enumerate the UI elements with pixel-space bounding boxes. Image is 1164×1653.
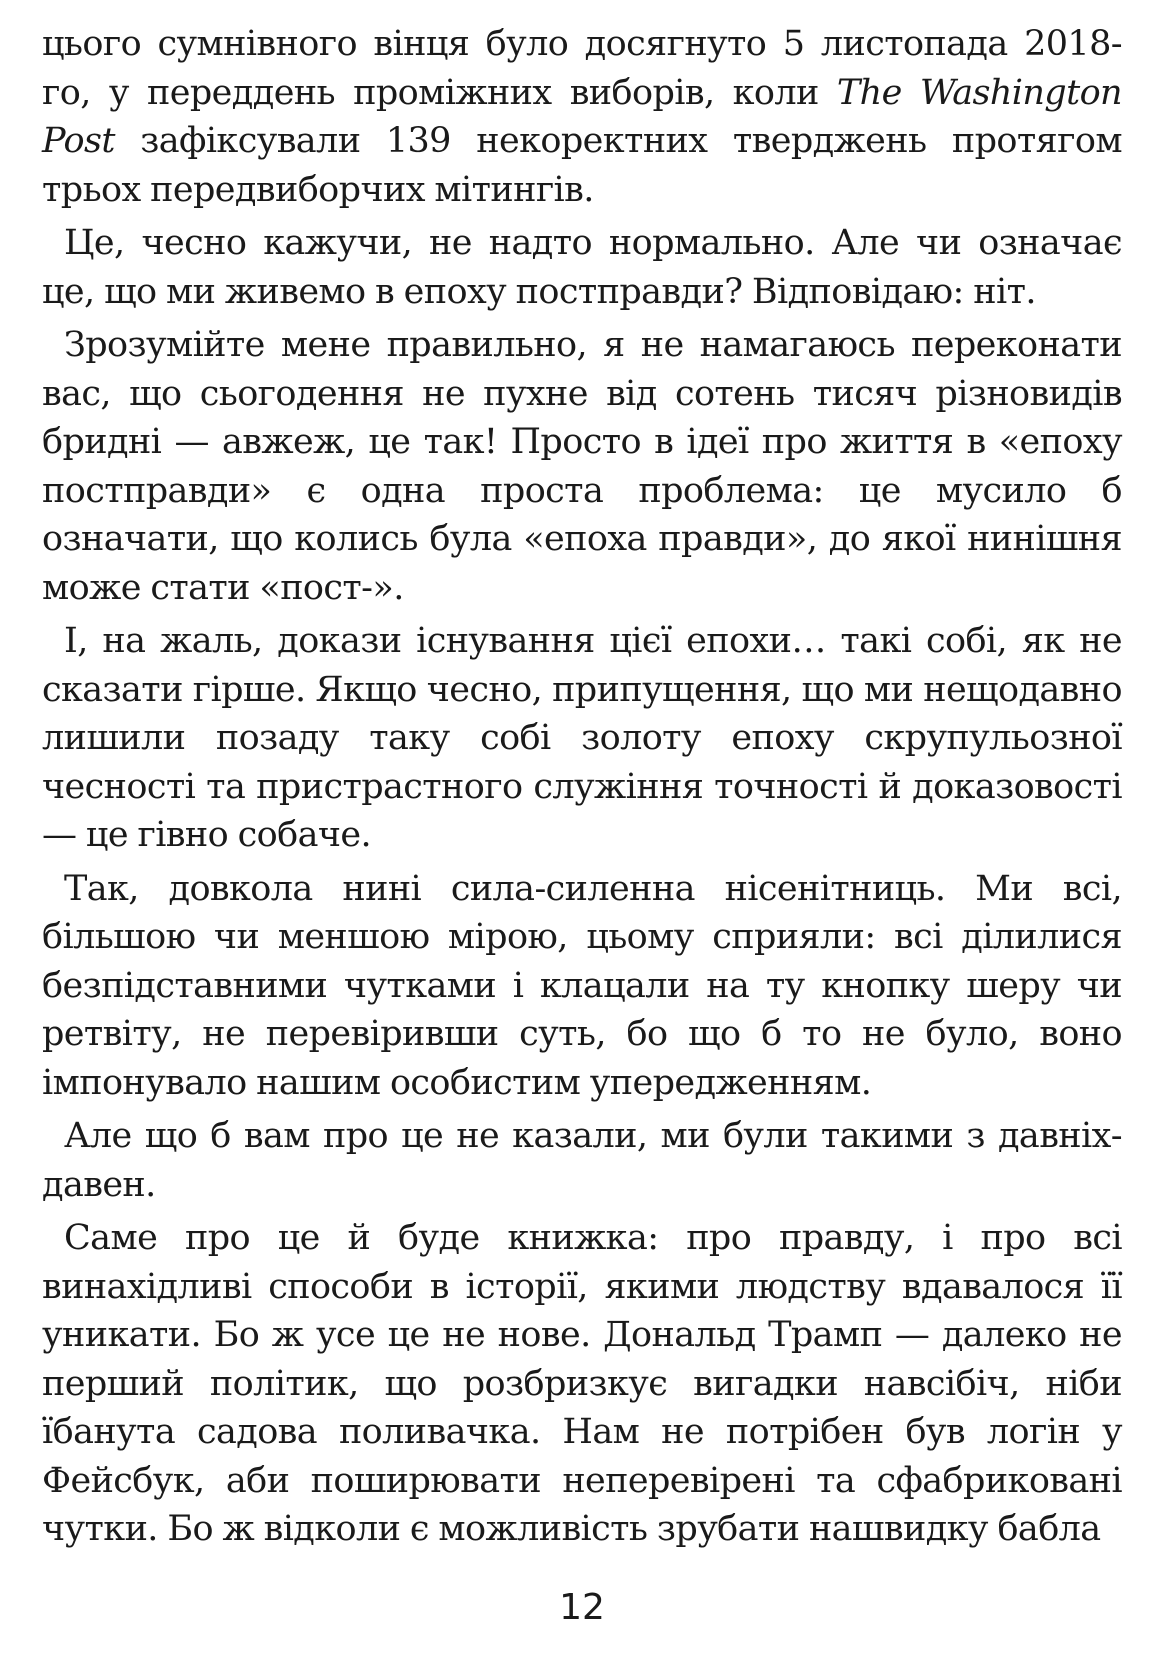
page-number: 12 [559, 1587, 605, 1628]
paragraph: Але що б вам про це не казали, ми були такими з давніх-давен. [42, 1116, 1122, 1205]
book-page [42, 20, 1122, 1559]
newspaper-title-italic: The Washington Post [42, 72, 1122, 161]
paragraph: І, на жаль, докази існування цієї епохи… такі собі, як не сказати гірше. Якщо чесно, припущення, що ми нещодавно лишили позаду таку собі золоту епоху скрупульозної чесності та пристрастного служіння точності й доказовості — це гівно собаче. [42, 621, 1122, 855]
paragraph: Саме про це й буде книжка: про правду, і про всі винахідливі способи в історії, якими людству вдавалося її уникати. Бо ж усе це не нове. Дональд Трамп — далеко не перший політик, що розбризкує вигадки навсібіч, ніби їбанута садова поливачка. Нам не потрібен був логін у Фейсбук, аби поширювати неперевірені та сфабриковані чутки. Бо ж відколи є можливість зрубати нашвидку бабла [42, 1218, 1122, 1549]
paragraph: Це, чесно кажучи, не надто нормально. Але чи означає це, що ми живемо в епоху постправди? Відповідаю: ніт. [42, 223, 1122, 312]
paragraph: Так, довкола нині сила-силенна нісенітниць. Ми всі, більшою чи меншою мірою, цьому сприяли: всі ділилися безпідставними чутками і клацали на ту кнопку шеру чи ретвіту, не перевіривши суть, бо що б то не було, воно імпонувало нашим особистим упередженням. [42, 868, 1122, 1103]
paragraph: Зрозумійте мене правильно, я не намагаюсь переконати вас, що сьогодення не пухне від сотень тисяч різновидів бридні — авжеж, це так! Просто в ідеї про життя в «епоху постправди» є одна проста проблема: це мусило б означати, що колись була «епоха правди», до якої нинішня може стати «пост-». [42, 325, 1122, 608]
paragraph-continuation [42, 20, 1122, 214]
paragraph-text-before-italic: цього сумнівного вінця було досягнуто 5 листопада 2018-го, у переддень проміжних виборів, коли [42, 24, 1122, 113]
paragraph-text-after-italic: зафіксували 139 некоректних тверджень протягом трьох передвиборчих мітингів. [42, 121, 1122, 210]
